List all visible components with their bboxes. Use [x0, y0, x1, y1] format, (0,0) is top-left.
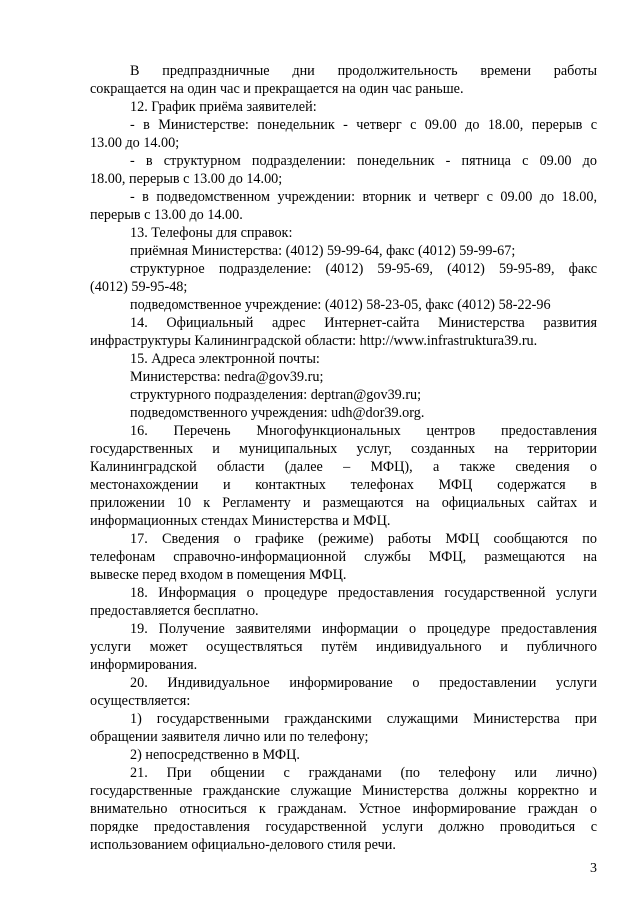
text-line: подведомственного учреждения: udh@dor39.org. — [130, 405, 425, 421]
text-line: предоставляется бесплатно. — [90, 603, 259, 619]
text-line: (4012) 59-95-48; — [90, 279, 188, 295]
text-line: внимательно относиться к гражданам. Устное информирование граждан о — [90, 801, 597, 817]
paragraph — [90, 674, 597, 710]
text-line: сокращается на один час и прекращается на один час раньше. — [90, 81, 464, 97]
text-line: 16. Перечень Многофункциональных центров предоставления — [130, 423, 597, 439]
text-line: государственных и муниципальных услуг, созданных на территории — [90, 441, 597, 457]
paragraph — [90, 422, 597, 530]
text-line: информационных стендах Министерства и МФЦ. — [90, 513, 391, 529]
text-line: структурного подразделения: deptran@gov39.ru; — [130, 387, 422, 403]
text-line: 13.00 до 14.00; — [90, 135, 180, 151]
paragraph — [90, 620, 597, 674]
paragraph — [90, 116, 597, 152]
text-line: 13. Телефоны для справок: — [130, 225, 293, 241]
text-line: обращении заявителя лично или по телефону; — [90, 729, 369, 745]
paragraph — [90, 98, 597, 116]
text-line: - в подведомственном учреждении: вторник и четверг с 09.00 до 18.00, — [130, 189, 597, 205]
body-text — [90, 62, 597, 854]
text-line: перерыв с 13.00 до 14.00. — [90, 207, 243, 223]
paragraph — [90, 350, 597, 368]
text-line: 15. Адреса электронной почты: — [130, 351, 320, 367]
paragraph — [90, 188, 597, 224]
text-line: 18.00, перерыв с 13.00 до 14.00; — [90, 171, 283, 187]
paragraph — [90, 260, 597, 296]
text-line: 18. Информация о процедуре предоставления государственной услуги — [130, 585, 597, 601]
text-line: 14. Официальный адрес Интернет-сайта Министерства развития — [130, 315, 597, 331]
text-line: государственные гражданские служащие Министерства должны корректно и — [90, 783, 597, 799]
paragraph — [90, 584, 597, 620]
text-line: В предпраздничные дни продолжительность времени работы — [130, 63, 597, 79]
paragraph — [90, 404, 597, 422]
text-line: Калининградской области (далее – МФЦ), а также сведения о — [90, 459, 597, 475]
paragraph — [90, 530, 597, 584]
paragraph — [90, 296, 597, 314]
text-line: местонахождении и контактных телефонах МФЦ содержатся в — [90, 477, 597, 493]
text-line: 1) государственными гражданскими служащими Министерства при — [130, 711, 597, 727]
text-line: структурное подразделение: (4012) 59-95-69, (4012) 59-95-89, факс — [130, 261, 597, 277]
paragraph — [90, 314, 597, 350]
text-line: - в Министерстве: понедельник - четверг с 09.00 до 18.00, перерыв с — [130, 117, 597, 133]
text-line: приложении 10 к Регламенту и размещаются на официальных сайтах и — [90, 495, 597, 511]
text-line: Министерства: nedra@gov39.ru; — [130, 369, 324, 385]
text-line: приёмная Министерства: (4012) 59-99-64, факс (4012) 59-99-67; — [130, 243, 516, 259]
page-number: 3 — [590, 861, 597, 876]
text-line: 21. При общении с гражданами (по телефону или лично) — [130, 765, 597, 781]
text-line: - в структурном подразделении: понедельник - пятница с 09.00 до — [130, 153, 597, 169]
paragraph — [90, 764, 597, 854]
text-line: телефонам справочно-информационной службы МФЦ, размещаются на — [90, 549, 597, 565]
text-line: 19. Получение заявителями информации о процедуре предоставления — [130, 621, 597, 637]
text-line: 2) непосредственно в МФЦ. — [130, 747, 300, 763]
paragraph — [90, 224, 597, 242]
text-line: информирования. — [90, 657, 198, 673]
paragraph — [90, 62, 597, 98]
text-line: вывеске перед входом в помещения МФЦ. — [90, 567, 347, 583]
text-line: 20. Индивидуальное информирование о предоставлении услуги — [130, 675, 597, 691]
text-line: 12. График приёма заявителей: — [130, 99, 317, 115]
paragraph — [90, 242, 597, 260]
paragraph — [90, 386, 597, 404]
text-line: порядке предоставления государственной услуги должно проводиться с — [90, 819, 597, 835]
text-line: 17. Сведения о графике (режиме) работы МФЦ сообщаются по — [130, 531, 597, 547]
text-line: подведомственное учреждение: (4012) 58-23-05, факс (4012) 58-22-96 — [130, 297, 551, 313]
text-line: осуществляется: — [90, 693, 191, 709]
text-line: услуги может осуществляться путём индивидуального и публичного — [90, 639, 597, 655]
text-line: инфраструктуры Калининградской области: http://www.infrastruktura39.ru. — [90, 333, 538, 349]
text-line: использованием официально-делового стиля речи. — [90, 837, 396, 853]
paragraph — [90, 368, 597, 386]
paragraph — [90, 710, 597, 746]
paragraph — [90, 152, 597, 188]
paragraph — [90, 746, 597, 764]
